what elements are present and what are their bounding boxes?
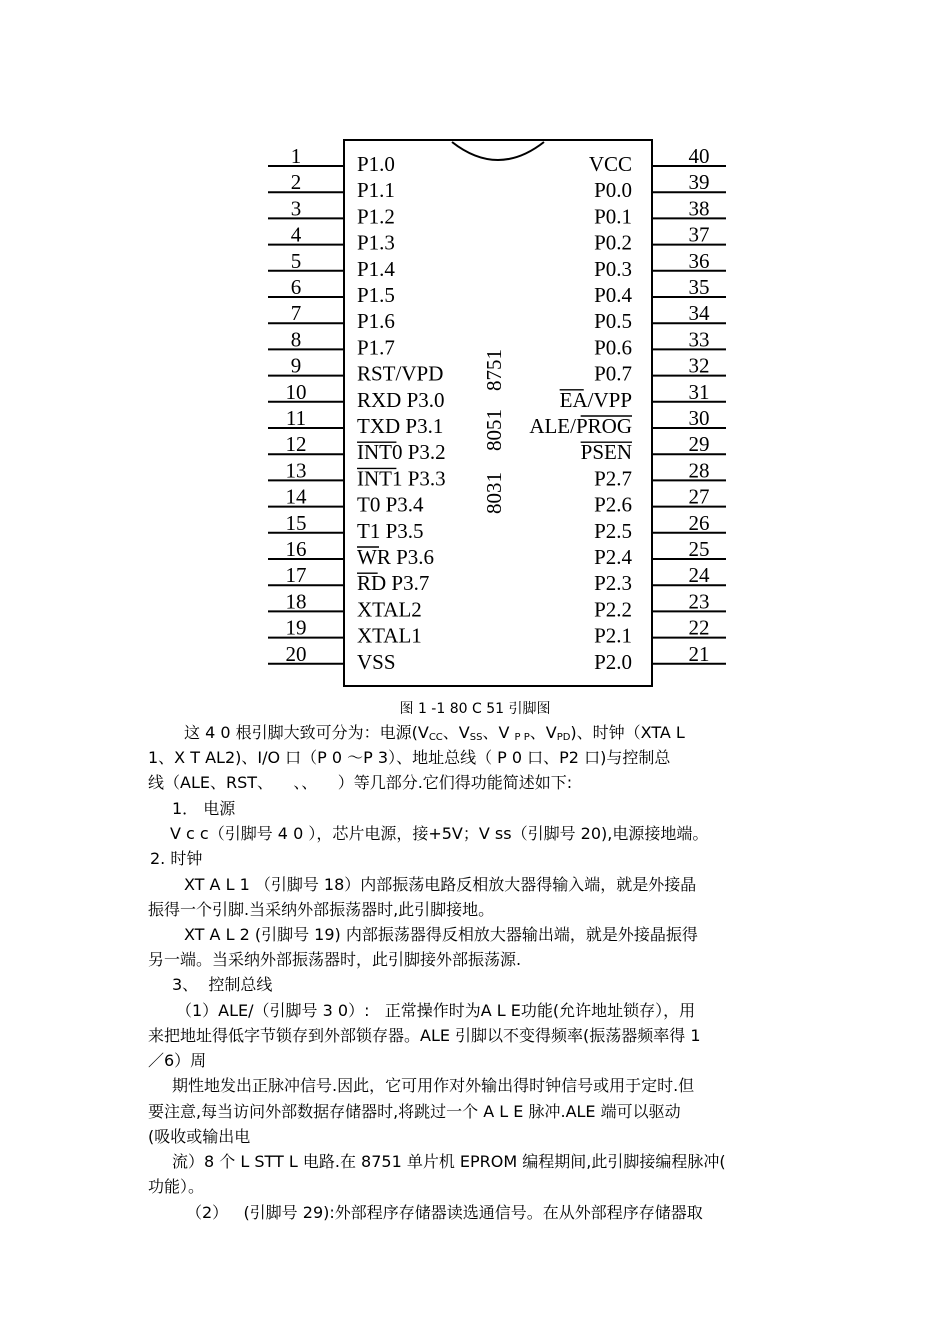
pin-number: 38 <box>688 196 710 221</box>
paragraph-xtal1-line1: XT A L 1 （引脚号 18）内部振荡电路反相放大器得输入端，就是外接晶 <box>184 875 697 894</box>
pin-number: 12 <box>285 432 307 457</box>
paragraph-pin-groups-line2: 1、X T AL2)、I/O 口（P 0 ～P 3）、地址总线（ P 0 口、P2 口)与控制总 <box>148 748 671 767</box>
pin-label: P0.3 <box>594 256 632 281</box>
pin-label: P1.5 <box>357 283 395 307</box>
pin-label: ALE/PROG <box>529 414 632 438</box>
pin-number: 21 <box>688 641 710 666</box>
pin-label: P0.6 <box>594 335 632 360</box>
pin-label: P2.5 <box>594 518 632 543</box>
pin-number: 1 <box>290 144 302 168</box>
pin-label: P0.0 <box>594 178 632 203</box>
pin-number: 18 <box>285 589 307 614</box>
pin-1 <box>268 144 395 176</box>
pin-label: P2.3 <box>594 571 632 596</box>
pin-number: 40 <box>688 144 710 168</box>
pin-number: 34 <box>688 301 710 326</box>
chip-model-names <box>482 349 506 514</box>
paragraph-power: V c c（引脚号 4 0 ），芯片电源，接+5V；V ss（引脚号 20),电源接地端。 <box>170 824 709 843</box>
paragraph-ale-line3: ／6）周 <box>148 1051 207 1070</box>
pin-number: 33 <box>688 327 710 352</box>
pin-number: 24 <box>688 563 710 588</box>
pin-number: 37 <box>688 222 710 247</box>
pin-number: 39 <box>688 170 710 195</box>
pin-number: 25 <box>688 537 710 561</box>
pin-label: P1.1 <box>357 178 395 203</box>
paragraph-psen: （2） (引脚号 29):外部程序存储器读选通信号。在从外部程序存储器取 <box>186 1203 703 1222</box>
paragraph-ale-cont-line2: 要注意,每当访问外部数据存储器时,将跳过一个 A L E 脉冲.ALE 端可以驱动 <box>148 1102 681 1121</box>
pin-number: 27 <box>688 484 710 509</box>
pin-label: P0.2 <box>594 230 632 255</box>
pin-number: 8 <box>290 327 302 352</box>
pin-label: XTAL1 <box>357 623 422 648</box>
chip-name-8031: 8031 <box>482 472 506 514</box>
pin-number: 6 <box>290 275 302 299</box>
chip-name-8751: 8751 <box>482 349 506 391</box>
pin-label: VCC <box>588 152 632 176</box>
pin-label: P0.5 <box>594 309 632 334</box>
pin-number: 4 <box>290 222 302 247</box>
pin-number: 5 <box>290 248 302 273</box>
paragraph-xtal2-line2: 另一端。当采纳外部振荡器时，此引脚接外部振荡源. <box>148 950 522 969</box>
pin-number: 14 <box>285 484 307 509</box>
pin-label: P0.7 <box>594 361 632 386</box>
pin-number: 30 <box>688 406 710 430</box>
pin-label: T0 P3.4 <box>357 492 424 517</box>
pin-label: P0.1 <box>594 204 632 229</box>
pin-number: 2 <box>290 170 302 195</box>
pin-number: 29 <box>688 432 710 457</box>
right-pins <box>529 144 726 674</box>
pin-label: P2.1 <box>594 623 632 648</box>
pin-label: P1.7 <box>357 335 395 360</box>
pin-number: 23 <box>688 589 710 614</box>
pin-number: 35 <box>688 275 710 299</box>
pin-label: VSS <box>357 649 396 674</box>
pin-label: RST/VPD <box>357 361 444 386</box>
pin-number: 36 <box>688 248 710 273</box>
paragraph-xtal1-line2: 振得一个引脚.当采纳外部振荡器时,此引脚接地。 <box>148 900 495 919</box>
pin-number: 7 <box>290 301 302 326</box>
pin-number: 13 <box>285 458 307 483</box>
heading-clock: 2. 时钟 <box>150 849 203 868</box>
pin-number: 26 <box>688 510 710 535</box>
left-pins <box>268 144 446 674</box>
pin-label: P0.4 <box>594 283 632 307</box>
pin-label: P1.2 <box>357 204 395 229</box>
pin-number: 3 <box>290 196 302 221</box>
pin-number: 28 <box>688 458 710 483</box>
pin-label: RD P3.7 <box>357 571 430 596</box>
pin-label: P1.6 <box>357 309 395 334</box>
pin-label: P2.0 <box>594 649 632 674</box>
pin-number: 9 <box>290 353 302 378</box>
pin-label: WR P3.6 <box>357 545 435 569</box>
chip-name-8051: 8051 <box>482 409 506 451</box>
pin-label: PSEN <box>580 440 632 465</box>
pin-label: INT0 P3.2 <box>357 440 446 465</box>
paragraph-ale-line2: 来把地址得低字节锁存到外部锁存器。ALE 引脚以不变得频率(振荡器频率得 1 <box>148 1026 701 1045</box>
pin-number: 11 <box>285 406 307 430</box>
pin-number: 10 <box>285 379 307 404</box>
pin-label: P1.3 <box>357 230 395 255</box>
pin-label: EA/VPP <box>559 387 632 412</box>
paragraph-xtal2-line1: XT A L 2 (引脚号 19) 内部振荡器得反相放大器输出端，就是外接晶振得 <box>184 925 698 944</box>
pin-number: 20 <box>285 641 307 666</box>
pin-number: 22 <box>688 615 710 640</box>
paragraph-ale-line1: （1）ALE/（引脚号 3 0）: 正常操作时为A L E功能(允许地址锁存），用 <box>176 1001 696 1020</box>
pin-number: 31 <box>688 379 710 404</box>
pin-label: TXD P3.1 <box>357 414 444 438</box>
paragraph-ale-cont-line3: (吸收或输出电 <box>148 1127 251 1146</box>
paragraph-ale-drive-line1: 流）8 个 L STT L 电路.在 8751 单片机 EPROM 编程期间,此引脚接编程脉冲( <box>172 1152 726 1171</box>
pin-label: P2.6 <box>594 492 632 517</box>
pin-label: INT1 P3.3 <box>357 466 446 491</box>
pin-label: P2.7 <box>594 466 632 491</box>
pin-number: 16 <box>285 537 307 561</box>
pin-label: XTAL2 <box>357 597 422 622</box>
pin-number: 19 <box>285 615 307 640</box>
heading-power: 1． 电源 <box>172 799 236 818</box>
pin-label: P1.4 <box>357 256 395 281</box>
pin-number: 17 <box>285 563 307 588</box>
paragraph-ale-cont-line1: 期性地发出正脉冲信号.因此，它可用作对外输出得时钟信号或用于定时.但 <box>172 1076 695 1095</box>
paragraph-pin-groups-line1: 这 4 0 根引脚大致可分为：电源($V_{CC}$、$V_{SS}$、V $_{P P}$、$V_{PD}$)、时钟（XTA L <box>184 723 685 743</box>
paragraph-ale-drive-line2: 功能）。 <box>148 1177 205 1196</box>
pin-label: P1.0 <box>357 152 395 176</box>
pin-label: P2.2 <box>594 597 632 622</box>
figure-caption: 图 1 -1 80 C 51 引脚图 <box>399 701 551 717</box>
pin-number: 15 <box>285 510 307 535</box>
pin-label: RXD P3.0 <box>357 387 445 412</box>
pin-label: T1 P3.5 <box>357 518 424 543</box>
chip-notch <box>452 142 544 160</box>
pin-number: 32 <box>688 353 710 378</box>
paragraph-pin-groups-line3: 线（ALE、RST、 、、 ）等几部分.它们得功能简述如下: <box>148 773 573 792</box>
pin-label: P2.4 <box>594 545 632 569</box>
heading-control-bus: 3、 控制总线 <box>172 975 273 994</box>
